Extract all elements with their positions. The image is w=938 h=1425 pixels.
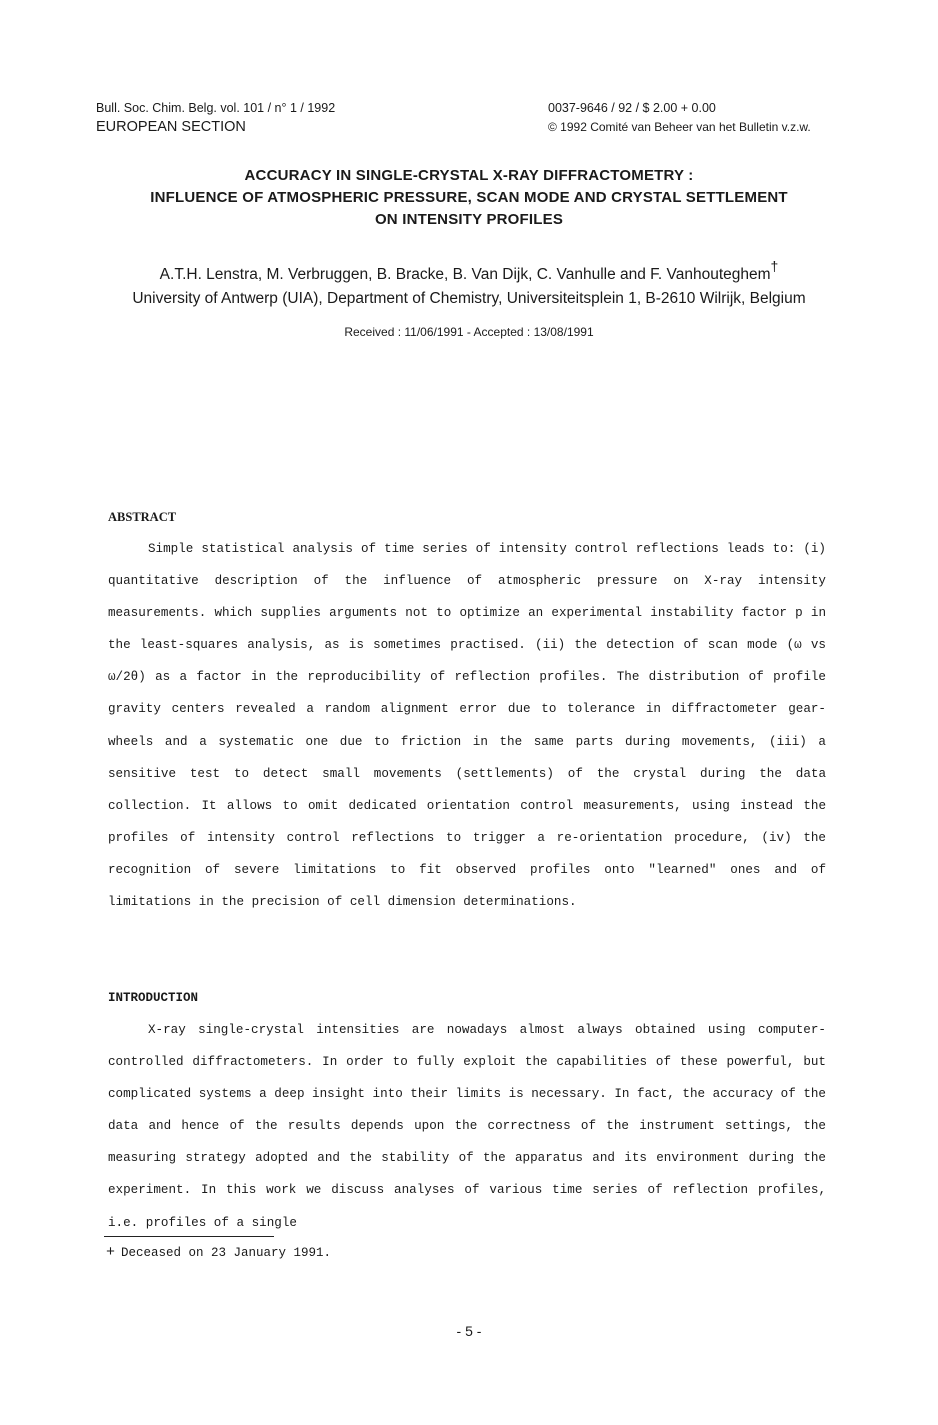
author-block <box>60 256 878 311</box>
footnote <box>106 1244 331 1261</box>
affiliation: University of Antwerp (UIA), Department of Chemistry, Universiteitsplein 1, B-2610 Wilrijk, Belgium <box>132 290 806 308</box>
received-dates: Received : 11/06/1991 - Accepted : 13/08/1991 <box>344 325 594 339</box>
abstract-text: Simple statistical analysis of time series of intensity control reflections leads to: (i) quantitative description of the influence of atmospheric pressure on X-ray intensity measurements. which supplies arguments not to optimize an experimental instability factor p in the least-squares analysis, as is sometimes practised. (ii) the detection of scan mode (ω vs ω/2θ) as a factor in the reproducibility of reflection profiles. The distribution of profile gravity centers revealed a random alignment error due to tolerance in diffractometer gear-wheels and a systematic one due to friction in the same parts during movements, (iii) a sensitive test to detect small movements (settlements) of the crystal during the data collection. It allows to omit dedicated orientation control measurements, using instead the profiles of intensity control reflections to trigger a re-orientation procedure, (iv) the recognition of severe limitations to fit observed profiles onto "learned" ones and of limitations in the precision of cell dimension determinations. <box>108 542 826 910</box>
copyright-notice: © 1992 Comité van Beheer van het Bulletin v.z.w. <box>548 120 811 134</box>
author-names-line <box>60 256 878 287</box>
dagger-mark: † <box>770 258 779 274</box>
article-title <box>60 165 878 231</box>
page-number: - 5 - <box>456 1323 482 1339</box>
introduction-heading: INTRODUCTION <box>108 991 199 1005</box>
footnote-text: Deceased on 23 January 1991. <box>121 1246 332 1260</box>
title-line-2: INFLUENCE OF ATMOSPHERIC PRESSURE, SCAN MODE AND CRYSTAL SETTLEMENT <box>150 189 788 206</box>
journal-citation: Bull. Soc. Chim. Belg. vol. 101 / n° 1 / 1992 <box>96 101 336 115</box>
introduction-text: X-ray single-crystal intensities are nowadays almost always obtained using computer-controlled diffractometers. In order to fully exploit the capabilities of these powerful, but complicated systems a deep insight into their limits is necessary. In fact, the accuracy of the data and hence of the results depends upon the correctness of the instrument settings, the measuring strategy adopted and the stability of the apparatus and its environment during the experiment. In this work we discuss analyses of various time series of reflection profiles, i.e. profiles of a single <box>108 1023 826 1230</box>
title-line-3: ON INTENSITY PROFILES <box>374 211 564 228</box>
abstract-heading: ABSTRACT <box>108 510 177 524</box>
author-names: A.T.H. Lenstra, M. Verbruggen, B. Bracke, B. Van Dijk, C. Vanhulle and F. Vanhouteghem <box>159 266 771 284</box>
abstract-body <box>108 533 826 918</box>
footnote-rule <box>104 1236 274 1237</box>
journal-section: EUROPEAN SECTION <box>96 119 246 135</box>
introduction-body <box>108 1014 826 1239</box>
journal-header <box>96 99 335 137</box>
journal-header-right <box>548 99 811 137</box>
footnote-symbol: + <box>106 1244 116 1261</box>
issn-price: 0037-9646 / 92 / $ 2.00 + 0.00 <box>548 101 716 115</box>
title-line-1: ACCURACY IN SINGLE-CRYSTAL X-RAY DIFFRACTOMETRY : <box>244 167 694 184</box>
